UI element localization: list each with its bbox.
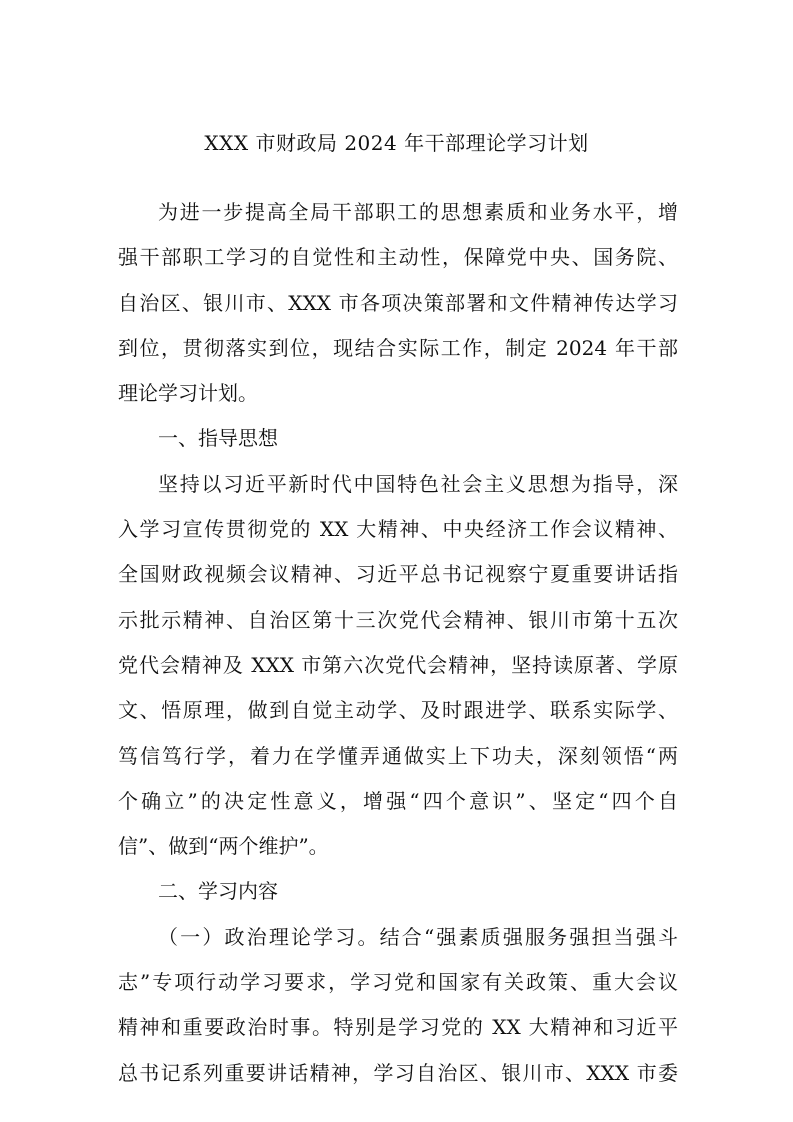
paragraph-line: 个确立”的决定性意义，增强“四个意识”、坚定“四个自 <box>118 788 678 813</box>
paragraph-line: 全国财政视频会议精神、习近平总书记视察宁夏重要讲话指 <box>118 562 678 587</box>
paragraph-line: 党代会精神及 XXX 市第六次党代会精神，坚持读原著、学原 <box>118 652 678 677</box>
paragraph-line: 文、悟原理，做到自觉主动学、及时跟进学、联系实际学、 <box>118 698 678 723</box>
paragraph-line: 到位，贯彻落实到位，现结合实际工作，制定 2024 年干部 <box>118 335 678 360</box>
paragraph-line: （一）政治理论学习。结合“强素质强服务强担当强斗 <box>158 924 678 949</box>
paragraph-line: 坚持以习近平新时代中国特色社会主义思想为指导，深 <box>158 471 678 496</box>
document-body <box>118 190 678 1096</box>
paragraph-line: 志”专项行动学习要求，学习党和国家有关政策、重大会议 <box>118 970 678 995</box>
paragraph-line: 笃信笃行学，着力在学懂弄通做实上下功夫，深刻领悟“两 <box>118 743 678 768</box>
paragraph-line: 自治区、银川市、XXX 市各项决策部署和文件精神传达学习 <box>118 290 678 315</box>
document-title: XXX 市财政局 2024 年干部理论学习计划 <box>204 131 589 155</box>
paragraph-line: 信”、做到“两个维护”。 <box>118 834 329 859</box>
paragraph-line: 总书记系列重要讲话精神，学习自治区、银川市、XXX 市委 <box>118 1060 678 1085</box>
section-heading: 二、学习内容 <box>158 879 278 904</box>
paragraph-line: 强干部职工学习的自觉性和主动性，保障党中央、国务院、 <box>118 245 678 270</box>
paragraph-line: 入学习宣传贯彻党的 XX 大精神、中央经济工作会议精神、 <box>118 517 678 542</box>
paragraph-line: 理论学习计划。 <box>118 381 258 406</box>
paragraph-line: 精神和重要政治时事。特别是学习党的 XX 大精神和习近平 <box>118 1015 678 1040</box>
paragraph-line: 为进一步提高全局干部职工的思想素质和业务水平，增 <box>158 200 678 224</box>
paragraph-line: 示批示精神、自治区第十三次党代会精神、银川市第十五次 <box>118 607 678 632</box>
section-heading: 一、指导思想 <box>158 426 278 451</box>
